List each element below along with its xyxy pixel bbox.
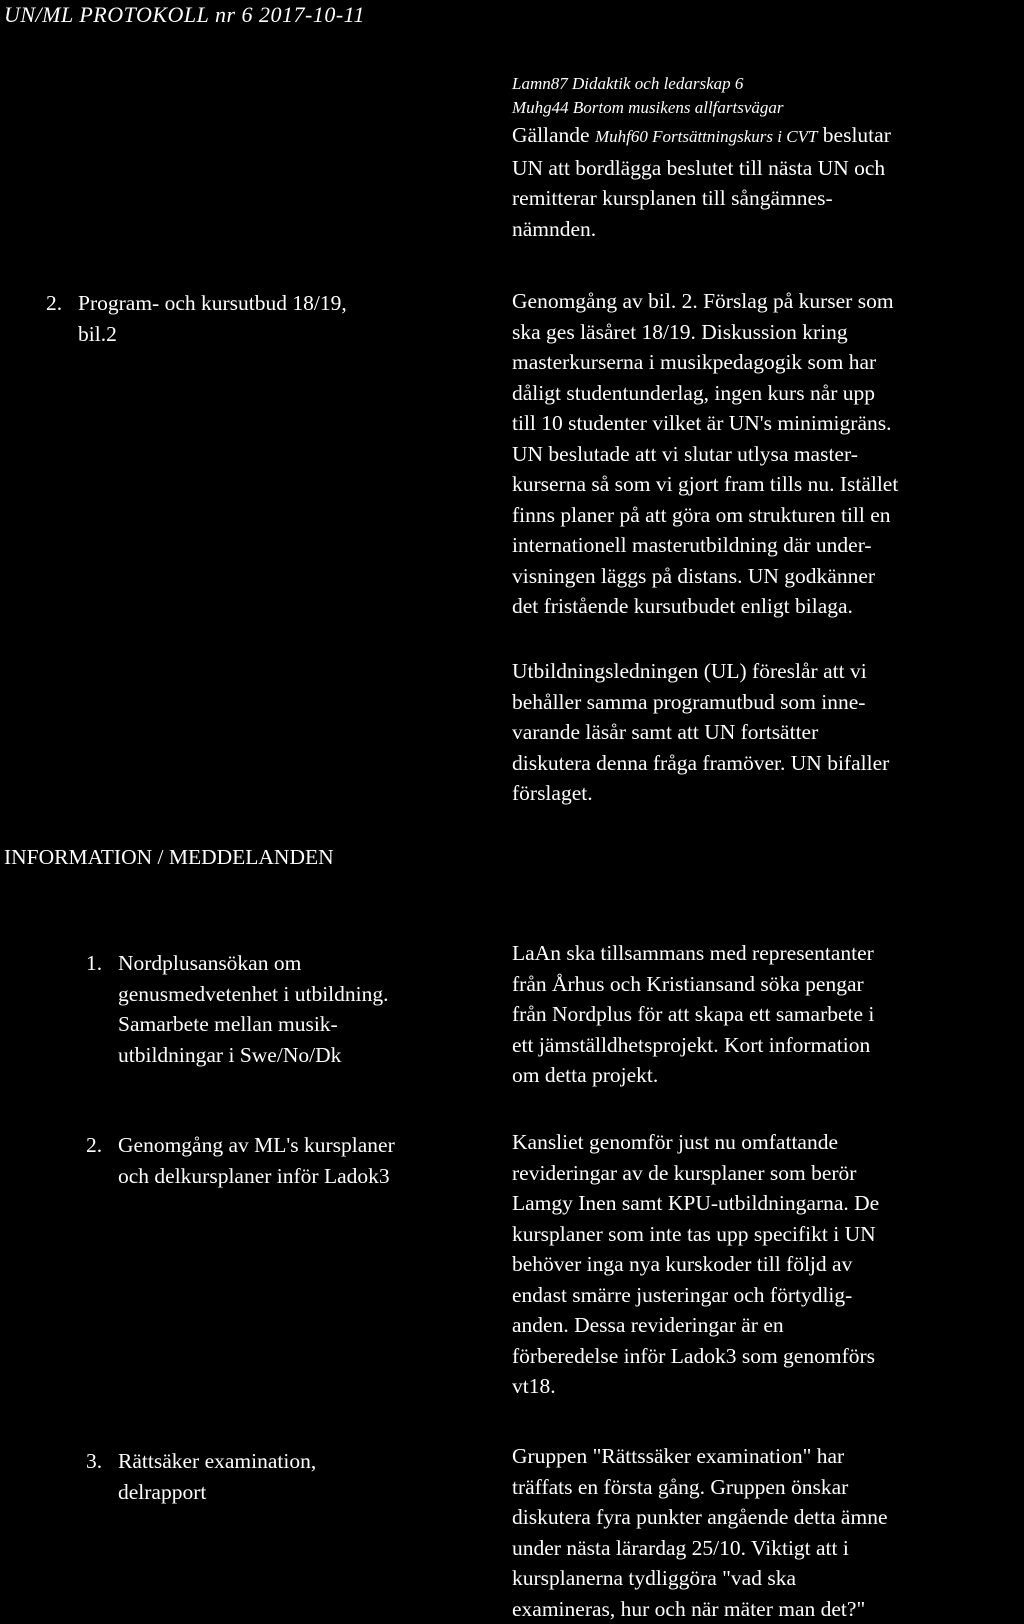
paragraph-line: kursplanerna tydliggöra "vad ska [512, 1563, 887, 1594]
decision-course: Muhf60 Fortsättningskurs i CVT [595, 127, 817, 146]
paragraph-line: kurserna så som vi gjort fram tills nu. Istället [512, 469, 898, 500]
decision-text-line: remitterar kursplanen till sångämnes- [512, 183, 891, 214]
item-title-line: genusmedvetenhet i utbildning. [86, 979, 389, 1010]
paragraph-line: det fristående kursutbudet enligt bilaga. [512, 591, 898, 622]
paragraph-line: Gruppen "Rättssäker examination" har [512, 1441, 887, 1472]
paragraph-line: Utbildningsledningen (UL) föreslår att vi [512, 656, 889, 687]
paragraph-line: internationell masterutbildning där under- [512, 530, 898, 561]
item-title-line: utbildningar i Swe/No/Dk [86, 1040, 389, 1071]
paragraph-line: förberedelse inför Ladok3 som genomförs [512, 1341, 879, 1372]
item-title-line [86, 1446, 316, 1477]
top-decision-block [512, 72, 891, 244]
paragraph-line: Lamgy Inen samt KPU-utbildningarna. De [512, 1188, 879, 1219]
paragraph-line: ett jämställdhetsprojekt. Kort information [512, 1030, 874, 1061]
paragraph-line: diskutera fyra punkter angående detta ämne [512, 1502, 887, 1533]
paragraph-line: från Århus och Kristiansand söka pengar [512, 969, 874, 1000]
item-number: 2. [46, 288, 78, 319]
course-line-muhg44: Muhg44 Bortom musikens allfartsvägar [512, 96, 891, 120]
item-title-line: Program- och kursutbud 18/19, [78, 291, 347, 315]
item-title-line: delrapport [86, 1477, 316, 1508]
paragraph-line: till 10 studenter vilket är UN's minimigräns. [512, 408, 898, 439]
item-title-line: och delkursplaner inför Ladok3 [86, 1161, 395, 1192]
paragraph-line: LaAn ska tillsammans med representanter [512, 938, 874, 969]
paragraph-line: diskutera denna fråga framöver. UN bifaller [512, 748, 889, 779]
agenda-item-2-text [512, 286, 898, 622]
item-number: 2. [86, 1130, 118, 1161]
section-heading: INFORMATION / MEDDELANDEN [4, 845, 334, 870]
paragraph-line: om detta projekt. [512, 1060, 874, 1091]
agenda-item-2-title [46, 288, 347, 349]
info-item-2-text [512, 1127, 879, 1402]
info-item-1-text [512, 938, 874, 1091]
info-item-2-title [86, 1130, 395, 1191]
paragraph-line: vt18. [512, 1371, 879, 1402]
item-title-line: Samarbete mellan musik- [86, 1009, 389, 1040]
paragraph-line: UN beslutade att vi slutar utlysa master- [512, 439, 898, 470]
info-item-3-title [86, 1446, 316, 1507]
paragraph-line: endast smärre justeringar och förtydlig- [512, 1280, 879, 1311]
item-title-line: Rättsäker examination, [118, 1449, 316, 1473]
paragraph-line: träffats en första gång. Gruppen önskar [512, 1472, 887, 1503]
item-title-line: Genomgång av ML's kursplaner [118, 1133, 395, 1157]
item-number: 1. [86, 948, 118, 979]
decision-line [512, 120, 891, 153]
agenda-item-2-decision [512, 656, 889, 809]
item-title-line: Nordplusansökan om [118, 951, 301, 975]
info-item-3-text [512, 1441, 887, 1624]
decision-prefix: Gällande [512, 123, 595, 147]
paragraph-line: under nästa lärardag 25/10. Viktigt att i [512, 1533, 887, 1564]
paragraph-line: varande läsår samt att UN fortsätter [512, 717, 889, 748]
paragraph-line: Kansliet genomför just nu omfattande [512, 1127, 879, 1158]
paragraph-line: kursplaner som inte tas upp specifikt i UN [512, 1219, 879, 1250]
item-title-line: bil.2 [46, 319, 347, 350]
paragraph-line: behöver inga nya kurskoder till följd av [512, 1249, 879, 1280]
document-header: UN/ML PROTOKOLL nr 6 2017-10-11 [4, 2, 365, 28]
paragraph-line: från Nordplus för att skapa ett samarbete i [512, 999, 874, 1030]
item-title-line [86, 948, 389, 979]
decision-suffix: beslutar [817, 123, 890, 147]
decision-text-line: UN att bordlägga beslutet till nästa UN och [512, 153, 891, 184]
paragraph-line: masterkurserna i musikpedagogik som har [512, 347, 898, 378]
paragraph-line: Genomgång av bil. 2. Förslag på kurser som [512, 286, 898, 317]
course-line-lamn87: Lamn87 Didaktik och ledarskap 6 [512, 72, 891, 96]
info-item-1-title [86, 948, 389, 1070]
paragraph-line: dåligt studentunderlag, ingen kurs når upp [512, 378, 898, 409]
paragraph-line: finns planer på att göra om strukturen till en [512, 500, 898, 531]
item-number: 3. [86, 1446, 118, 1477]
item-title-line [86, 1130, 395, 1161]
paragraph-line: anden. Dessa revideringar är en [512, 1310, 879, 1341]
paragraph-line: examineras, hur och när mäter man det?" [512, 1594, 887, 1624]
paragraph-line: revideringar av de kursplaner som berör [512, 1158, 879, 1189]
paragraph-line: förslaget. [512, 778, 889, 809]
paragraph-line: ska ges läsåret 18/19. Diskussion kring [512, 317, 898, 348]
decision-text-line: nämnden. [512, 214, 891, 245]
paragraph-line: visningen läggs på distans. UN godkänner [512, 561, 898, 592]
paragraph-line: behåller samma programutbud som inne- [512, 687, 889, 718]
